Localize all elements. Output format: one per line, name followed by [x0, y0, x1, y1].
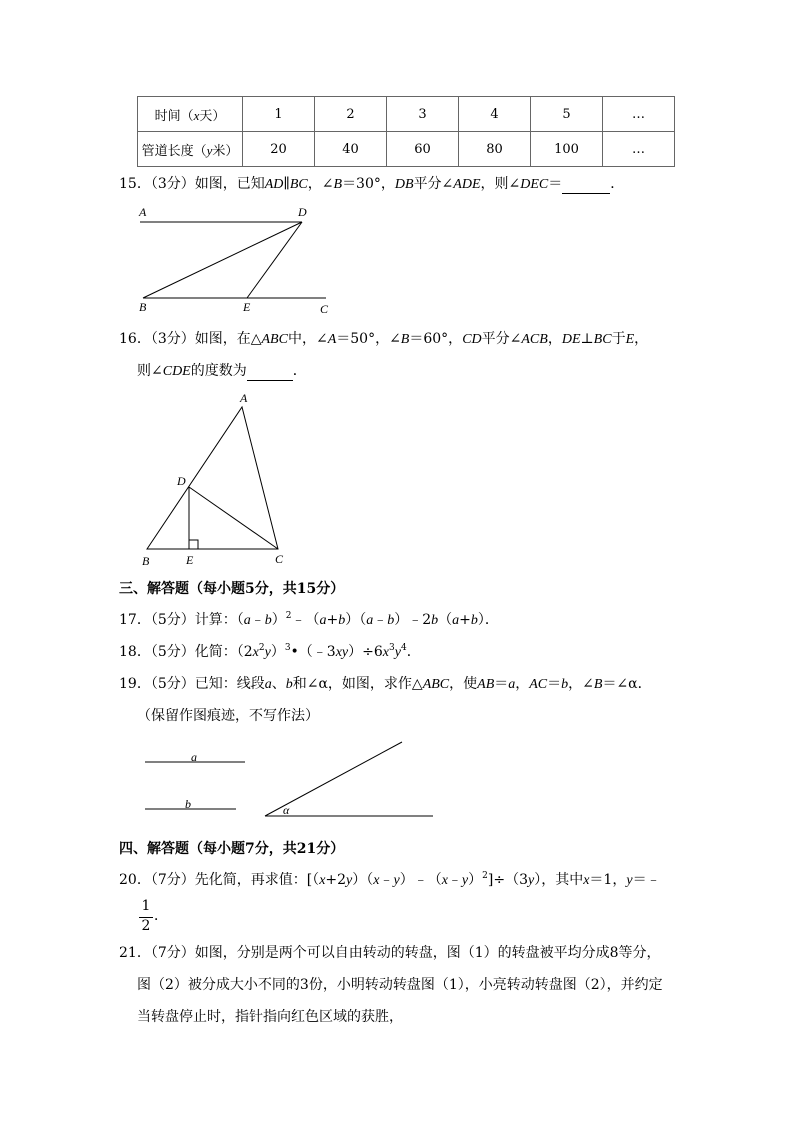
table-header-cell: 管道长度（y米） [138, 132, 243, 167]
question-21-line-2: 图（2）被分成大小不同的3份，小明转动转盘图（1），小亮转动转盘图（2），并约定 [137, 977, 663, 993]
question-17-text: 17．（5分）计算：（a﹣b）$^2$﹣（a+b）（a﹣b）﹣2b（a+b）． [119, 611, 499, 628]
table-cell: 1 [243, 97, 315, 132]
table-header-cell: 时间（x天） [138, 97, 243, 132]
table-cell: 100 [531, 132, 603, 167]
table-cell: 20 [243, 132, 315, 167]
fraction-numerator: 1 [141, 898, 151, 914]
table-cell: 80 [459, 132, 531, 167]
point-label-e: E [186, 553, 194, 567]
point-label-c: C [320, 302, 329, 316]
segment-label-b: b [185, 797, 191, 811]
segment-label-a: a [191, 750, 197, 764]
point-label-c: C [275, 552, 284, 566]
table-cell: 2 [315, 97, 387, 132]
question-20-text: 20．（7分）先化简，再求值：[（x+2y）（x﹣y）﹣（x﹣y）$^2$]÷（3y），其中x＝1，y＝﹣ [119, 871, 661, 888]
point-label-e: E [243, 300, 251, 314]
question-21-line-3: 当转盘停止时，指针指向红色区域的获胜， [137, 1009, 403, 1025]
question-15-text: 15．（3分）如图，已知AD∥BC，∠B＝30°，DB平分∠ADE，则∠DEC＝ ． [119, 176, 625, 192]
table-cell: 3 [387, 97, 459, 132]
table-cell: 40 [315, 132, 387, 167]
fraction-denominator: 2 [141, 918, 151, 934]
point-label-a: A [139, 205, 147, 219]
table-cell: 4 [459, 97, 531, 132]
angle-label-alpha: α [283, 803, 290, 817]
question-19-line-1: 19．（5分）已知：线段a、b和∠α，如图，求作△ABC，使AB＝a，AC＝b，∠B＝∠α． [119, 676, 652, 692]
question-18-text: 18．（5分）化简：$(2x^2y)^3•(﹣3xy)\div 6x^3y^4$． [119, 643, 421, 660]
point-label-d: D [298, 205, 307, 219]
table-cell: … [603, 97, 675, 132]
table-cell: … [603, 132, 675, 167]
point-label-b: B [139, 300, 147, 314]
section-3-heading: 三、解答题（每小题5分，共15分） [119, 581, 345, 597]
question-16-line-2: 则∠CDE的度数为 ． [137, 363, 307, 379]
question-19-line-2: （保留作图痕迹，不写作法） [137, 708, 319, 724]
point-label-a: A [240, 391, 248, 405]
point-label-b: B [142, 554, 150, 568]
point-label-d: D [177, 474, 186, 488]
question-20-end: ． [154, 908, 168, 924]
table-cell: 60 [387, 132, 459, 167]
question-21-line-1: 21．（7分）如图，分别是两个可以自由转动的转盘，图（1）的转盘被平均分成8等分， [119, 945, 661, 961]
table-cell: 5 [531, 97, 603, 132]
section-4-heading: 四、解答题（每小题7分，共21分） [119, 841, 345, 857]
question-16-line-1: 16．（3分）如图，在△ABC中，∠A＝50°，∠B＝60°，CD平分∠ACB，DE⊥BC于E， [119, 331, 649, 347]
